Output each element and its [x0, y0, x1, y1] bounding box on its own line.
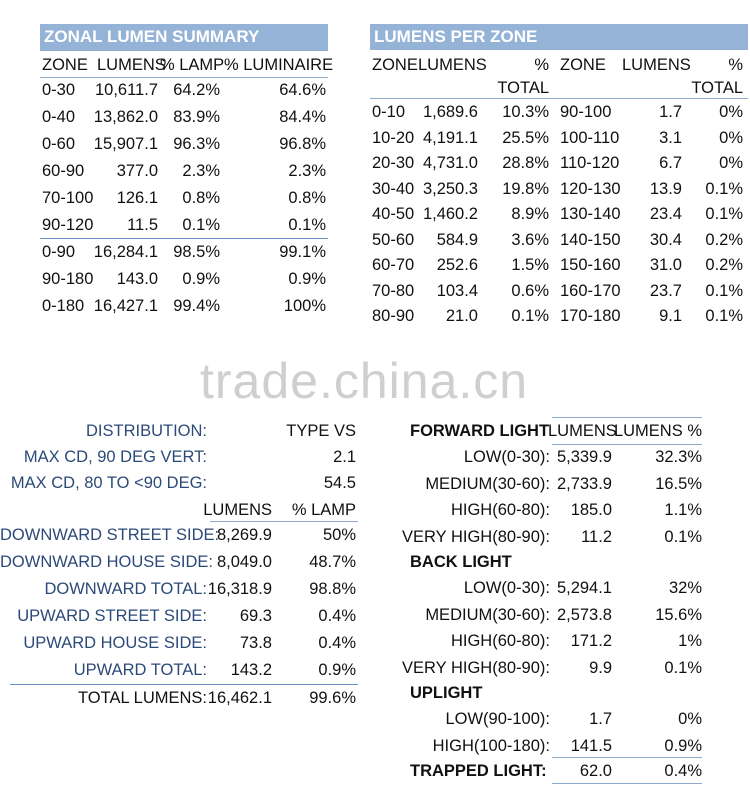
- col-header-zone: ZONE: [372, 56, 418, 74]
- light-row-value: 171.2: [570, 632, 612, 650]
- light-row-pct: 1%: [678, 632, 702, 650]
- lumen-row-value: 69.3: [239, 607, 272, 625]
- luminaire-pct-cell: 99.1%: [279, 243, 326, 261]
- col-header-pct: %: [534, 56, 549, 74]
- zone-cell: 60-70: [372, 256, 415, 274]
- zone-cell: 0-30: [42, 81, 76, 99]
- pct-cell: 0%: [719, 103, 743, 121]
- col-subheader-total: TOTAL: [691, 79, 743, 97]
- pct-cell: 0.1%: [705, 281, 743, 300]
- pct-cell: 0.2%: [705, 256, 743, 274]
- col-header-lumens: LUMENS: [548, 422, 617, 440]
- lumen-row-value: 73.8: [239, 634, 272, 652]
- lumens-cell: 13,862.0: [93, 108, 158, 126]
- zone-cell: 110-120: [560, 154, 620, 172]
- pct-cell: 19.8%: [502, 179, 549, 198]
- lamp-pct-cell: 98.5%: [173, 243, 220, 261]
- luminaire-pct-cell: 84.4%: [279, 108, 326, 126]
- lamp-pct-cell: 0.9%: [182, 270, 220, 288]
- pct-cell: 10.3%: [502, 103, 549, 121]
- light-row-value: 2,573.8: [556, 605, 612, 624]
- zone-cell: 120-130: [560, 179, 621, 198]
- lamp-pct-cell: 83.9%: [173, 108, 220, 126]
- pct-cell: 0.1%: [511, 307, 549, 325]
- lumens-cell: 6.7: [659, 154, 682, 172]
- lumen-row-pct: 98.8%: [309, 580, 356, 598]
- lamp-pct-cell: 2.3%: [182, 162, 220, 180]
- lumens-cell: 15,907.1: [93, 135, 158, 153]
- zone-cell: 70-100: [42, 189, 94, 207]
- zone-cell: 80-90: [372, 307, 415, 325]
- light-row-value: 11.2: [581, 527, 612, 546]
- total-lumens-value: 16,462.1: [207, 689, 272, 707]
- forward-light-title: FORWARD LIGHT: [410, 422, 550, 440]
- light-row-pct: 0.1%: [664, 658, 702, 677]
- pct-cell: 3.6%: [511, 230, 549, 249]
- lumens-cell: 21.0: [445, 307, 478, 325]
- lumens-cell: 31.0: [649, 256, 682, 274]
- zone-cell: 50-60: [372, 230, 415, 249]
- lumen-row-value: 16,318.9: [207, 580, 272, 598]
- zone-cell: 30-40: [372, 179, 415, 198]
- zone-cell: 20-30: [372, 154, 415, 172]
- light-row-pct: 0%: [678, 710, 702, 728]
- pct-cell: 0.2%: [705, 230, 743, 249]
- light-row-pct: 16.5%: [655, 474, 702, 493]
- col-header-lumens: LUMENS: [97, 56, 166, 74]
- pct-cell: 25.5%: [502, 128, 549, 147]
- lumen-row-pct: 0.4%: [318, 634, 356, 652]
- lumens-cell: 126.1: [116, 189, 158, 207]
- zone-cell: 0-60: [42, 135, 76, 153]
- luminaire-pct-cell: 64.6%: [279, 81, 326, 99]
- light-row-label: HIGH(60-80):: [450, 501, 550, 519]
- col-header-zone: ZONE: [42, 56, 88, 74]
- zone-cell: 100-110: [560, 128, 620, 147]
- lumen-row-pct: 48.7%: [309, 553, 356, 571]
- pct-cell: 0.6%: [511, 281, 549, 300]
- zone-cell: 0-10: [372, 103, 406, 121]
- light-row-label: LOW(0-30):: [463, 448, 550, 466]
- col-header-luminaire: % LUMINAIRE: [224, 56, 334, 74]
- lumens-cell: 377.0: [116, 162, 158, 180]
- lumen-row-pct: 0.9%: [318, 661, 356, 679]
- zone-cell: 140-150: [560, 230, 621, 249]
- lumens-cell: 3.1: [659, 128, 682, 147]
- lumens-cell: 584.9: [436, 230, 478, 249]
- light-row-value: 1.7: [589, 710, 612, 728]
- light-row-value: 9.9: [589, 658, 612, 677]
- zone-cell: 10-20: [372, 128, 415, 147]
- light-row-label: MEDIUM(30-60):: [425, 605, 550, 624]
- zone-cell: 70-80: [372, 281, 415, 300]
- light-row-value: 5,339.9: [556, 448, 612, 466]
- lumens-cell: 16,427.1: [93, 297, 158, 315]
- lumens-cell: 11.5: [127, 216, 158, 234]
- trapped-light-label: TRAPPED LIGHT:: [410, 762, 547, 780]
- col-header-lumens: LUMENS: [418, 56, 487, 74]
- zone-cell: 0-40: [42, 108, 76, 126]
- lumens-cell: 16,284.1: [93, 243, 158, 261]
- zonal-summary-title: ZONAL LUMEN SUMMARY: [40, 24, 328, 50]
- zone-cell: 0-90: [42, 243, 76, 261]
- zone-cell: 160-170: [560, 281, 621, 300]
- pct-cell: 0.1%: [705, 179, 743, 198]
- lumen-row-value: 143.2: [230, 661, 272, 679]
- lumens-per-zone-title: LUMENS PER ZONE: [370, 24, 748, 50]
- divider: [552, 783, 702, 784]
- lumens-cell: 1.7: [659, 103, 682, 121]
- pct-cell: 8.9%: [511, 205, 549, 223]
- lamp-pct-cell: 99.4%: [173, 297, 220, 315]
- lumens-cell: 10,611.7: [94, 81, 158, 99]
- luminaire-pct-cell: 100%: [283, 297, 326, 315]
- light-row-label: HIGH(60-80):: [450, 632, 550, 650]
- lamp-pct-cell: 64.2%: [173, 81, 220, 99]
- distribution-value: 2.1: [333, 448, 356, 466]
- lamp-pct-cell: 0.1%: [182, 216, 220, 234]
- trapped-light-pct: 0.4%: [664, 762, 702, 780]
- col-header-lumens: LUMENS: [203, 501, 272, 519]
- light-row-label: LOW(90-100):: [445, 710, 550, 728]
- lumens-cell: 13.9: [649, 179, 682, 198]
- col-header-lumens: LUMENS: [622, 56, 691, 74]
- lumens-cell: 30.4: [649, 230, 682, 249]
- lumens-cell: 1,689.6: [422, 103, 478, 121]
- luminaire-pct-cell: 0.9%: [288, 270, 326, 288]
- lamp-pct-cell: 96.3%: [173, 135, 220, 153]
- lumen-row-label: UPWARD TOTAL:: [73, 661, 207, 679]
- light-row-pct: 32.3%: [655, 448, 702, 466]
- zone-cell: 60-90: [42, 162, 85, 180]
- lumens-cell: 3,250.3: [422, 179, 478, 198]
- lumen-row-label: DOWNWARD HOUSE SIDE:: [0, 553, 213, 571]
- zone-cell: 0-180: [42, 297, 85, 315]
- light-row-pct: 32%: [668, 579, 702, 597]
- lumens-cell: 23.7: [649, 281, 682, 300]
- light-row-label: MEDIUM(30-60):: [425, 474, 550, 493]
- distribution-label: DISTRIBUTION:: [85, 422, 207, 440]
- distribution-value: TYPE VS: [286, 422, 356, 440]
- lumens-cell: 252.6: [436, 256, 478, 274]
- lumen-row-value: 8,269.9: [216, 526, 272, 544]
- zone-cell: 150-160: [560, 256, 621, 274]
- total-lumens-pct: 99.6%: [309, 689, 356, 707]
- pct-cell: 0%: [719, 154, 743, 172]
- pct-cell: 0%: [719, 128, 743, 147]
- lamp-pct-cell: 0.8%: [182, 189, 220, 207]
- zone-cell: 90-120: [42, 216, 94, 234]
- col-header-pct: %: [728, 56, 743, 74]
- uplight-title: UPLIGHT: [410, 684, 483, 702]
- light-row-value: 5,294.1: [556, 579, 612, 597]
- pct-cell: 28.8%: [502, 154, 549, 172]
- zone-cell: 90-180: [42, 270, 94, 288]
- distribution-label: MAX CD, 80 TO <90 DEG:: [10, 474, 207, 492]
- pct-cell: 0.1%: [705, 205, 743, 223]
- col-subheader-total: TOTAL: [497, 79, 549, 97]
- lumens-cell: 23.4: [649, 205, 682, 223]
- light-row-pct: 1.1%: [664, 501, 702, 519]
- lumens-cell: 1,460.2: [422, 205, 478, 223]
- watermark-text: trade.china.cn: [200, 353, 529, 409]
- lumen-row-label: DOWNWARD STREET SIDE:: [0, 526, 220, 544]
- lumens-cell: 4,731.0: [422, 154, 478, 172]
- lumens-cell: 103.4: [436, 281, 478, 300]
- lumens-cell: 9.1: [659, 307, 682, 325]
- light-row-pct: 15.6%: [655, 605, 702, 624]
- back-light-title: BACK LIGHT: [410, 553, 512, 571]
- pct-cell: 0.1%: [705, 307, 743, 325]
- zone-cell: 40-50: [372, 205, 415, 223]
- luminaire-pct-cell: 2.3%: [288, 162, 326, 180]
- lumen-row-value: 8,049.0: [216, 553, 272, 571]
- lumens-cell: 143.0: [116, 270, 158, 288]
- pct-cell: 1.5%: [511, 256, 549, 274]
- light-row-label: VERY HIGH(80-90):: [402, 527, 550, 546]
- zone-cell: 170-180: [560, 307, 621, 325]
- col-header-lumens-pct: LUMENS %: [613, 422, 702, 440]
- lumen-row-label: DOWNWARD TOTAL:: [44, 580, 207, 598]
- col-header-lamp: % LAMP: [291, 501, 356, 519]
- luminaire-pct-cell: 96.8%: [279, 135, 326, 153]
- distribution-value: 54.5: [323, 474, 356, 492]
- luminaire-pct-cell: 0.1%: [288, 216, 326, 234]
- trapped-light-value: 62.0: [579, 762, 612, 780]
- col-header-lamp: % LAMP: [160, 56, 225, 74]
- total-lumens-label: TOTAL LUMENS:: [78, 689, 207, 707]
- divider: [40, 50, 328, 51]
- light-row-value: 185.0: [570, 501, 612, 519]
- lumen-row-pct: 50%: [322, 526, 356, 544]
- light-row-value: 141.5: [570, 736, 612, 755]
- distribution-label: MAX CD, 90 DEG VERT:: [23, 448, 207, 466]
- lumen-row-label: UPWARD HOUSE SIDE:: [23, 634, 207, 652]
- lumens-cell: 4,191.1: [422, 128, 478, 147]
- zone-cell: 90-100: [560, 103, 612, 121]
- light-row-label: LOW(0-30):: [463, 579, 550, 597]
- col-header-zone: ZONE: [560, 56, 606, 74]
- lumen-row-label: UPWARD STREET SIDE:: [17, 607, 207, 625]
- light-row-label: HIGH(100-180):: [432, 736, 550, 755]
- light-row-label: VERY HIGH(80-90):: [402, 658, 550, 677]
- zone-cell: 130-140: [560, 205, 621, 223]
- lumen-row-pct: 0.4%: [318, 607, 356, 625]
- luminaire-pct-cell: 0.8%: [288, 189, 326, 207]
- light-row-value: 2,733.9: [556, 474, 612, 493]
- light-row-pct: 0.1%: [664, 527, 702, 546]
- light-row-pct: 0.9%: [664, 736, 702, 755]
